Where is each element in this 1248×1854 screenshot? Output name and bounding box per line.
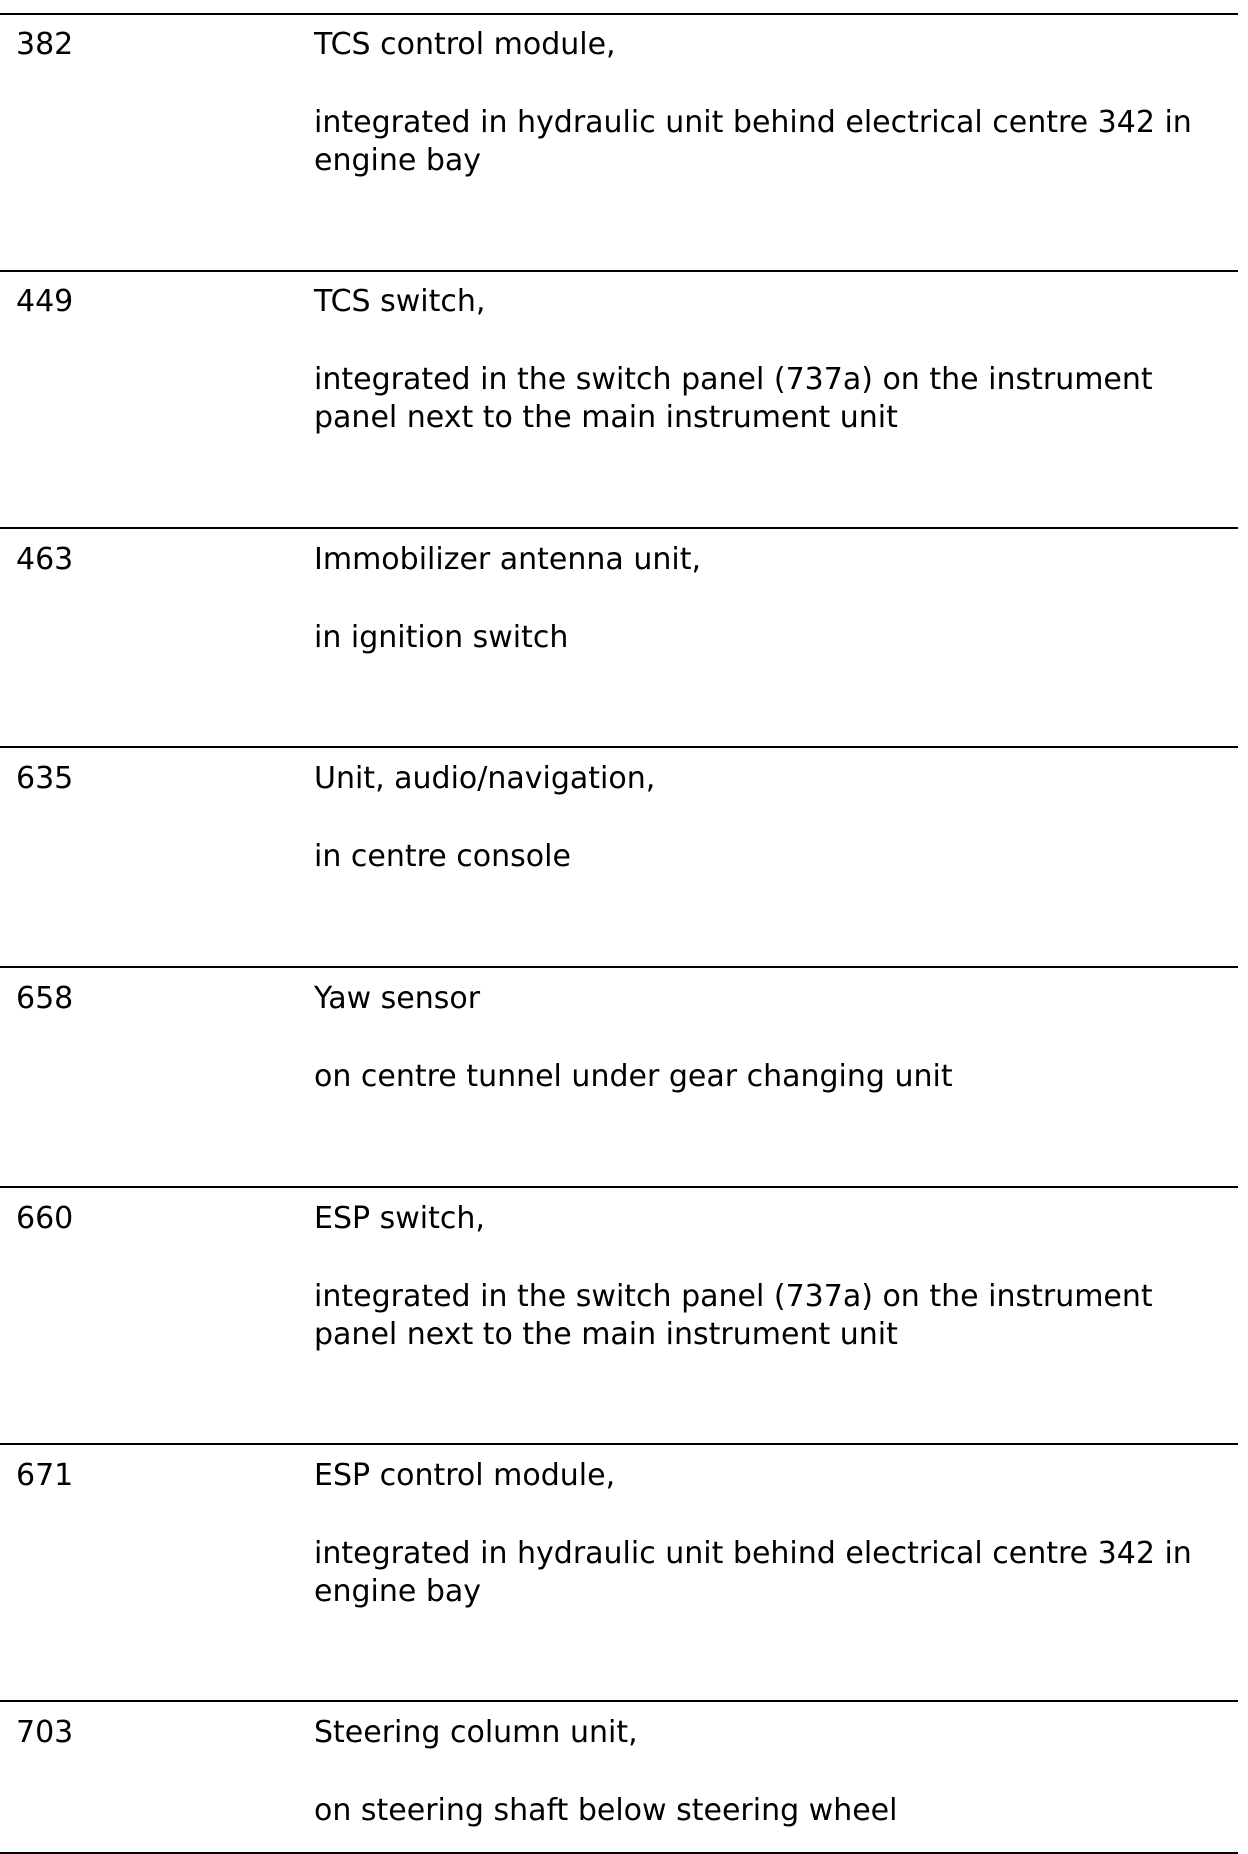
component-location <box>314 619 1234 657</box>
component-description <box>314 541 1234 657</box>
location-line: integrated in hydraulic unit behind electrical centre 342 in <box>314 1536 1192 1571</box>
component-code: 671 <box>16 1458 74 1493</box>
location-line: integrated in hydraulic unit behind electrical centre 342 in <box>314 105 1192 140</box>
component-location <box>314 361 1234 437</box>
component-description <box>314 760 1234 876</box>
component-code: 449 <box>16 284 74 319</box>
row-divider <box>0 746 1238 748</box>
component-title: ESP switch, <box>314 1201 485 1236</box>
component-description <box>314 1457 1234 1611</box>
row-divider <box>0 1700 1238 1702</box>
component-title: Yaw sensor <box>314 981 481 1016</box>
row-divider <box>0 1443 1238 1445</box>
component-code: 382 <box>16 27 74 62</box>
row-divider <box>0 1186 1238 1188</box>
component-code: 660 <box>16 1201 74 1236</box>
component-location <box>314 1792 1234 1830</box>
location-line: on centre tunnel under gear changing unit <box>314 1059 953 1094</box>
location-line: panel next to the main instrument unit <box>314 1317 898 1352</box>
component-title: Unit, audio/navigation, <box>314 761 656 796</box>
row-divider <box>0 527 1238 529</box>
row-divider <box>0 13 1238 15</box>
component-description <box>314 283 1234 437</box>
location-line: panel next to the main instrument unit <box>314 400 898 435</box>
component-location <box>314 1058 1234 1096</box>
location-line: in centre console <box>314 839 571 874</box>
component-description <box>314 1714 1234 1830</box>
component-description <box>314 980 1234 1096</box>
row-divider <box>0 270 1238 272</box>
component-code: 635 <box>16 761 74 796</box>
component-title: TCS control module, <box>314 27 616 62</box>
component-description <box>314 1200 1234 1354</box>
component-title: Immobilizer antenna unit, <box>314 542 701 577</box>
component-location <box>314 1535 1234 1611</box>
component-location <box>314 838 1234 876</box>
component-code: 658 <box>16 981 74 1016</box>
location-line: integrated in the switch panel (737a) on the instrument <box>314 1279 1153 1314</box>
row-divider <box>0 966 1238 968</box>
location-line: engine bay <box>314 1574 482 1609</box>
component-code: 463 <box>16 542 74 577</box>
component-code: 703 <box>16 1715 74 1750</box>
location-line: in ignition switch <box>314 620 569 655</box>
component-title: Steering column unit, <box>314 1715 638 1750</box>
component-title: ESP control module, <box>314 1458 616 1493</box>
component-location <box>314 104 1234 180</box>
component-location <box>314 1278 1234 1354</box>
location-line: engine bay <box>314 143 482 178</box>
location-line: on steering shaft below steering wheel <box>314 1793 898 1828</box>
location-line: integrated in the switch panel (737a) on the instrument <box>314 362 1153 397</box>
component-description <box>314 26 1234 180</box>
component-title: TCS switch, <box>314 284 486 319</box>
